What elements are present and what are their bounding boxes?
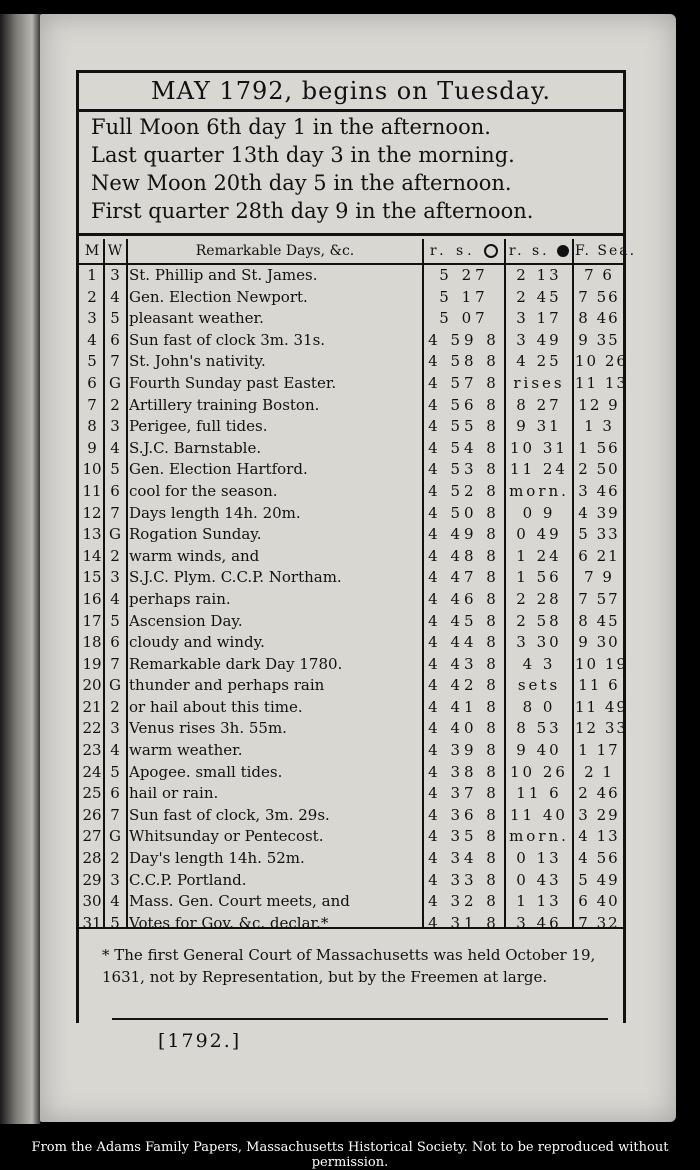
sun-rise-set: 4 57 8 (428, 373, 500, 392)
remark: Perigee, full tides. (129, 417, 268, 436)
full-sea: 2 50 (578, 460, 620, 479)
full-sea: 1 17 (578, 741, 620, 760)
day-of-month: 8 (87, 417, 97, 436)
header-sun: r. s. (425, 239, 503, 263)
moon-rise-set: 3 30 (516, 633, 562, 652)
remark: St. Phillip and St. James. (129, 266, 318, 284)
table-row (79, 870, 623, 892)
moon-phase-first-quarter: First quarter 28th day 9 in the afternoon. (91, 199, 534, 223)
almanac-page (40, 14, 676, 1122)
remark: Artillery training Boston. (129, 395, 320, 414)
day-of-month: 22 (82, 719, 102, 738)
day-of-week: 6 (110, 784, 120, 803)
table-row (79, 913, 623, 935)
full-sea: 11 6 (578, 676, 620, 695)
divider (79, 927, 623, 929)
day-of-week: 6 (110, 633, 120, 652)
table-row (79, 330, 623, 352)
table-row (79, 589, 623, 611)
full-sea: 7 32 (578, 913, 620, 932)
table-row (79, 611, 623, 633)
header-full-sea: F. Sea. (575, 243, 637, 259)
sun-rise-set: 5 07 (439, 309, 489, 328)
day-of-week: 2 (110, 849, 120, 868)
moon-rise-set: 11 40 (510, 805, 568, 824)
remark: pleasant weather. (129, 309, 264, 328)
moon-rise-set: 4 25 (516, 352, 562, 371)
day-of-week: 6 (110, 481, 120, 500)
moon-icon (557, 245, 569, 257)
moon-rise-set: 11 6 (516, 784, 562, 803)
day-of-week: 5 (110, 460, 120, 479)
day-of-month: 24 (82, 762, 102, 781)
left-page-edge (0, 14, 40, 1124)
day-of-week: G (109, 827, 121, 846)
table-row (79, 481, 623, 503)
moon-rise-set: 8 27 (516, 395, 562, 414)
table-row (79, 416, 623, 438)
moon-rise-set: rises (513, 373, 565, 392)
remark: perhaps rain. (129, 589, 231, 608)
moon-rise-set: 2 28 (516, 589, 562, 608)
sun-rise-set: 4 48 8 (428, 546, 500, 565)
moon-rise-set: 1 56 (516, 568, 562, 587)
sun-rise-set: 5 17 (439, 287, 489, 306)
day-of-month: 30 (82, 892, 102, 911)
sun-rise-set: 5 27 (439, 266, 489, 284)
moon-rise-set: 1 24 (516, 546, 562, 565)
copyright-caption: From the Adams Family Papers, Massachusetts Historical Society. Not to be reproduced without permission. (31, 1140, 669, 1170)
table-row (79, 567, 623, 589)
day-of-week: 4 (110, 741, 120, 760)
remark: Venus rises 3h. 55m. (129, 719, 287, 738)
sun-icon (484, 244, 498, 258)
full-sea: 3 29 (578, 805, 620, 824)
full-sea: 2 46 (578, 784, 620, 803)
moon-rise-set: 3 49 (516, 330, 562, 349)
header-moon: r. s. (507, 239, 571, 263)
table-row (79, 848, 623, 870)
sun-rise-set: 4 52 8 (428, 481, 500, 500)
full-sea: 4 13 (578, 827, 620, 846)
sun-rise-set: 4 53 8 (428, 460, 500, 479)
moon-phase-full: Full Moon 6th day 1 in the afternoon. (91, 115, 491, 139)
day-of-week: 4 (110, 287, 120, 306)
remark: warm winds, and (129, 546, 260, 565)
day-of-month: 26 (82, 805, 102, 824)
day-of-month: 23 (82, 741, 102, 760)
day-of-month: 16 (82, 589, 102, 608)
sun-rise-set: 4 40 8 (428, 719, 500, 738)
full-sea: 1 56 (578, 438, 620, 457)
day-of-week: G (109, 525, 121, 544)
divider (112, 1018, 608, 1020)
remark: Rogation Sunday. (129, 525, 262, 544)
moon-rise-set: 1 13 (516, 892, 562, 911)
remark: Votes for Gov. &c. declar.* (129, 913, 329, 932)
remark: Ascension Day. (129, 611, 243, 630)
sun-rise-set: 4 58 8 (428, 352, 500, 371)
remark: S.J.C. Barnstable. (129, 438, 262, 457)
day-of-month: 5 (87, 352, 97, 371)
moon-rise-set: 8 53 (516, 719, 562, 738)
day-of-month: 17 (82, 611, 102, 630)
full-sea: 5 49 (578, 870, 620, 889)
table-header (79, 239, 637, 265)
day-of-week: 7 (110, 805, 120, 824)
remark: cloudy and windy. (129, 633, 265, 652)
moon-phase-last-quarter: Last quarter 13th day 3 in the morning. (91, 143, 515, 167)
day-of-week: 7 (110, 654, 120, 673)
sun-rise-set: 4 59 8 (428, 330, 500, 349)
sun-rise-set: 4 36 8 (428, 805, 500, 824)
full-sea: 5 33 (578, 525, 620, 544)
table-row (79, 308, 623, 330)
moon-rise-set: sets (517, 676, 561, 695)
table-row (79, 697, 628, 719)
full-sea: 11 13 (575, 373, 628, 392)
remark: warm weather. (129, 741, 243, 760)
calendar-rows (79, 265, 628, 934)
full-sea: 1 3 (584, 417, 614, 436)
moon-rise-set: 2 13 (516, 266, 562, 284)
full-sea: 7 6 (584, 266, 614, 284)
moon-rise-set: 9 40 (516, 741, 562, 760)
day-of-week: G (109, 373, 121, 392)
remark: Fourth Sunday past Easter. (129, 373, 337, 392)
sun-rise-set: 4 50 8 (428, 503, 500, 522)
remark: or hail about this time. (129, 697, 303, 716)
sun-rise-set: 4 31 8 (428, 913, 500, 932)
day-of-week: 3 (110, 870, 120, 889)
moon-rise-set: 11 24 (510, 460, 568, 479)
table-row (79, 718, 628, 740)
full-sea: 4 56 (578, 849, 620, 868)
sun-rise-set: 4 38 8 (428, 762, 500, 781)
full-sea: 11 49 (575, 697, 628, 716)
table-row (79, 805, 623, 827)
table-row (79, 351, 628, 373)
sun-rise-set: 4 37 8 (428, 784, 500, 803)
full-sea: 10 19 (575, 654, 628, 673)
full-sea: 3 46 (578, 481, 620, 500)
sun-rise-set: 4 49 8 (428, 525, 500, 544)
remark: Sun fast of clock 3m. 31s. (129, 330, 326, 349)
remark: Gen. Election Newport. (129, 287, 308, 306)
sun-rise-set: 4 35 8 (428, 827, 500, 846)
remark: thunder and perhaps rain (129, 676, 325, 695)
moon-rise-set: 3 17 (516, 309, 562, 328)
full-sea: 4 39 (578, 503, 620, 522)
day-of-week: 3 (110, 568, 120, 587)
remark: cool for the season. (129, 481, 278, 500)
header-week-day: W (107, 243, 123, 259)
moon-rise-set: 0 49 (516, 525, 562, 544)
day-of-week: 2 (110, 697, 120, 716)
remark: S.J.C. Plym. C.C.P. Northam. (129, 568, 342, 587)
table-row (79, 438, 623, 460)
day-of-week: 2 (110, 546, 120, 565)
moon-rise-set: 2 45 (516, 287, 562, 306)
day-of-month: 15 (82, 568, 102, 587)
day-of-month: 6 (87, 373, 97, 392)
day-of-month: 19 (82, 654, 102, 673)
table-row (79, 287, 623, 309)
sun-rise-set: 4 43 8 (428, 654, 500, 673)
day-of-week: 4 (110, 892, 120, 911)
table-row (79, 783, 623, 805)
full-sea: 7 9 (584, 568, 614, 587)
table-row (79, 373, 628, 395)
table-row (79, 632, 623, 654)
day-of-month: 14 (82, 546, 102, 565)
moon-rise-set: morn. (509, 827, 569, 846)
day-of-week: 3 (110, 266, 120, 284)
sun-rise-set: 4 47 8 (428, 568, 500, 587)
sun-rise-set: 4 41 8 (428, 697, 500, 716)
full-sea: 7 57 (578, 589, 620, 608)
table-row (79, 395, 623, 417)
header-remarks: Remarkable Days, &c. (195, 243, 355, 259)
day-of-month: 28 (82, 849, 102, 868)
table-row (79, 891, 623, 913)
day-of-month: 31 (82, 913, 102, 932)
day-of-week: 7 (110, 503, 120, 522)
day-of-week: 5 (110, 762, 120, 781)
divider (79, 233, 623, 236)
signature-mark: [1792.] (158, 1030, 242, 1052)
day-of-month: 11 (82, 481, 102, 500)
moon-rise-set: morn. (509, 481, 569, 500)
moon-rise-set: 8 0 (522, 697, 556, 716)
table-row (79, 762, 623, 784)
table-row (79, 740, 623, 762)
footnote: * The first General Court of Massachusetts was held October 19, 1631, not by Representation, but by the Freemen at large. (102, 946, 596, 986)
sun-rise-set: 4 46 8 (428, 589, 500, 608)
day-of-month: 13 (82, 525, 102, 544)
moon-rise-set: 0 13 (516, 849, 562, 868)
day-of-month: 9 (87, 438, 97, 457)
moon-rise-set: 9 31 (516, 417, 562, 436)
sun-rise-set: 4 39 8 (428, 741, 500, 760)
full-sea: 2 1 (584, 762, 614, 781)
day-of-month: 12 (82, 503, 102, 522)
moon-phase-new: New Moon 20th day 5 in the afternoon. (91, 171, 512, 195)
day-of-month: 27 (82, 827, 102, 846)
remark: Mass. Gen. Court meets, and (129, 892, 350, 911)
sun-rise-set: 4 56 8 (428, 395, 500, 414)
table-row (79, 265, 623, 287)
sun-rise-set: 4 42 8 (428, 676, 500, 695)
calendar-frame (76, 70, 637, 1023)
remark: C.C.P. Portland. (129, 870, 247, 889)
day-of-week: 5 (110, 913, 120, 932)
sun-rise-set: 4 44 8 (428, 633, 500, 652)
full-sea: 12 33 (575, 719, 628, 738)
moon-rise-set: 0 9 (522, 503, 556, 522)
full-sea: 9 35 (578, 330, 620, 349)
day-of-week: 6 (110, 330, 120, 349)
sun-rise-set: 4 34 8 (428, 849, 500, 868)
day-of-month: 3 (87, 309, 97, 328)
remark: St. John's nativity. (129, 352, 266, 371)
day-of-month: 10 (82, 460, 102, 479)
table-row (79, 826, 623, 848)
day-of-month: 21 (82, 697, 102, 716)
table-row (79, 459, 623, 481)
table-row (79, 546, 623, 568)
moon-rise-set: 10 26 (510, 762, 568, 781)
moon-rise-set: 4 3 (522, 654, 556, 673)
month-title: MAY 1792, begins on Tuesday. (79, 73, 623, 112)
day-of-week: 5 (110, 611, 120, 630)
day-of-week: 3 (110, 417, 120, 436)
day-of-month: 29 (82, 870, 102, 889)
remark: hail or rain. (129, 784, 219, 803)
day-of-week: 3 (110, 719, 120, 738)
day-of-month: 18 (82, 633, 102, 652)
remark: Gen. Election Hartford. (129, 460, 308, 479)
day-of-week: 4 (110, 438, 120, 457)
full-sea: 10 26 (575, 352, 628, 371)
header-month-day: M (84, 243, 100, 259)
full-sea: 7 56 (578, 287, 620, 306)
moon-rise-set: 2 58 (516, 611, 562, 630)
full-sea: 8 46 (578, 309, 620, 328)
full-sea: 9 30 (578, 633, 620, 652)
full-sea: 12 9 (578, 395, 620, 414)
day-of-week: 4 (110, 589, 120, 608)
sun-rise-set: 4 45 8 (428, 611, 500, 630)
day-of-month: 1 (87, 266, 97, 284)
remark: Day's length 14h. 52m. (129, 849, 305, 868)
day-of-month: 2 (87, 287, 97, 306)
moon-phases (91, 113, 619, 225)
remark: Apogee. small tides. (129, 762, 283, 781)
day-of-month: 4 (87, 330, 97, 349)
day-of-month: 20 (82, 676, 102, 695)
table-row (79, 524, 623, 546)
sun-rise-set: 4 33 8 (428, 870, 500, 889)
moon-rise-set: 0 43 (516, 870, 562, 889)
remark: Whitsunday or Pentecost. (129, 827, 324, 846)
moon-rise-set: 3 46 (516, 913, 562, 932)
full-sea: 8 45 (578, 611, 620, 630)
sun-rise-set: 4 55 8 (428, 417, 500, 436)
day-of-week: G (109, 676, 121, 695)
table-row (79, 675, 623, 697)
sun-rise-set: 4 54 8 (428, 438, 500, 457)
calendar-table (79, 239, 637, 934)
remark: Days length 14h. 20m. (129, 503, 301, 522)
full-sea: 6 21 (578, 546, 620, 565)
remark: Remarkable dark Day 1780. (129, 654, 343, 673)
day-of-week: 7 (110, 352, 120, 371)
moon-rise-set: 10 31 (510, 438, 568, 457)
day-of-week: 5 (110, 309, 120, 328)
full-sea: 6 40 (578, 892, 620, 911)
day-of-month: 7 (87, 395, 97, 414)
table-row (79, 654, 628, 676)
table-row (79, 503, 623, 525)
day-of-week: 2 (110, 395, 120, 414)
remark: Sun fast of clock, 3m. 29s. (129, 805, 330, 824)
day-of-month: 25 (82, 784, 102, 803)
sun-rise-set: 4 32 8 (428, 892, 500, 911)
